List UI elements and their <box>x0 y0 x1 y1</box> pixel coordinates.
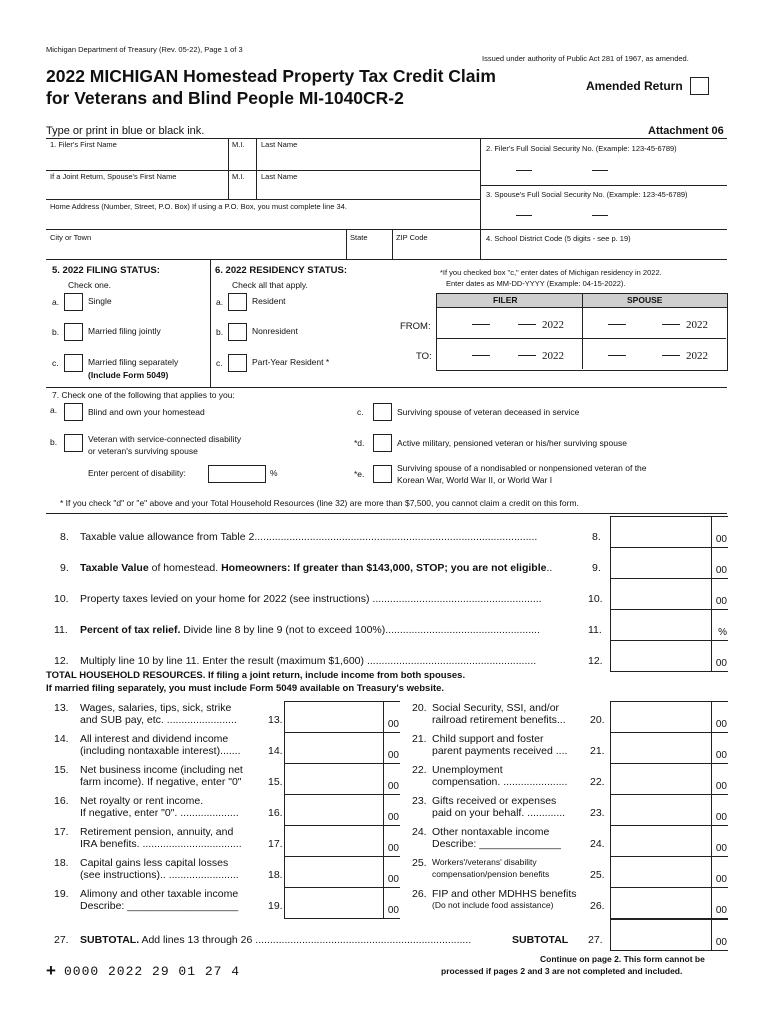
line23-ref: 23. <box>590 807 605 819</box>
thr-title: TOTAL HOUSEHOLD RESOURCES. If filing a joint return, include income from both spouses. <box>46 670 466 681</box>
line18-label-1: Capital gains less capital losses <box>80 857 229 869</box>
line20-label-2: railroad retirement benefits... <box>432 714 566 726</box>
line7b-label-1: Veteran with service-connected disability <box>88 434 242 444</box>
line7e-checkbox[interactable] <box>373 465 392 483</box>
disability-percent-label: Enter percent of disability: <box>88 468 186 478</box>
line12-ref: 12. <box>588 655 603 667</box>
line15-cents: 00 <box>387 781 399 792</box>
line25-amount-field[interactable] <box>610 856 728 888</box>
part-year-checkbox[interactable] <box>228 354 247 372</box>
line15-label-1: Net business income (including net <box>80 764 243 776</box>
line18-number: 18. <box>54 857 69 869</box>
line8-label: Taxable value allowance from Table 2................................................................................................. <box>80 531 538 543</box>
line21-label-1: Child support and foster <box>432 733 544 745</box>
filing-single-checkbox[interactable] <box>64 293 83 311</box>
spouse-last-name-field[interactable]: Last Name <box>261 172 298 181</box>
line7a-label: Blind and own your homestead <box>88 407 205 417</box>
line19-cents: 00 <box>387 905 399 916</box>
filing-single-label: Single <box>88 296 112 306</box>
line21-label-2: parent payments received .... <box>432 745 568 757</box>
line14-label-2: (including nontaxable interest)....... <box>80 745 241 757</box>
filer-mi-field[interactable]: M.I. <box>232 140 245 149</box>
line7d-checkbox[interactable] <box>373 434 392 452</box>
line7-warning: * If you check "d" or "e" above and your Total Household Resources (line 32) are more than $7,500, you cannot claim a credit on this form. <box>60 498 579 508</box>
filing-separate-note: (Include Form 5049) <box>88 370 169 380</box>
line20-cents: 00 <box>715 719 727 730</box>
line14-cents: 00 <box>387 750 399 761</box>
authority-note: Issued under authority of Public Act 281 of 1967, as amended. <box>482 54 689 63</box>
attachment-number: Attachment 06 <box>648 125 724 137</box>
form-title-line1: 2022 MICHIGAN Homestead Property Tax Credit Claim <box>46 66 496 86</box>
form-title-line2: for Veterans and Blind People MI-1040CR-2 <box>46 88 404 108</box>
line16-label-1: Net royalty or rent income. <box>80 795 204 807</box>
line14-number: 14. <box>54 733 69 745</box>
spouse-to-year[interactable]: 2022 <box>686 350 708 362</box>
line7c-checkbox[interactable] <box>373 403 392 421</box>
filing-separate-label: Married filing separately <box>88 357 179 367</box>
line20-ref: 20. <box>590 714 605 726</box>
line18-ref: 18. <box>268 869 283 881</box>
line24-label-2: Describe: ______________ <box>432 838 562 850</box>
filing-joint-label: Married filing jointly <box>88 326 161 336</box>
line24-cents: 00 <box>715 843 727 854</box>
line10-number: 10. <box>54 593 69 605</box>
line27-amount-field[interactable] <box>610 919 728 951</box>
filing-b-letter: b. <box>52 327 60 337</box>
line23-label-2: paid on your behalf. ............. <box>432 807 566 819</box>
line16-ref: 16. <box>268 807 283 819</box>
home-address-field[interactable]: Home Address (Number, Street, P.O. Box) If using a P.O. Box, you must complete line 34. <box>50 202 347 211</box>
spouse-first-name-field[interactable]: If a Joint Return, Spouse's First Name <box>50 172 177 181</box>
filer-column-header: FILER <box>493 295 518 305</box>
line24-label-1: Other nontaxable income <box>432 826 550 838</box>
line17-label-1: Retirement pension, annuity, and <box>80 826 234 838</box>
line27-ref: 27. <box>588 934 603 946</box>
line9-label: Taxable Value of homestead. Homeowners: If greater than $143,000, STOP; you are not eligible.. <box>80 562 553 574</box>
filing-joint-checkbox[interactable] <box>64 323 83 341</box>
line27-number: 27. <box>54 934 69 946</box>
line7e-label-1: Surviving spouse of a nondisabled or nonpensioned veteran of the <box>397 463 647 473</box>
line22-amount-field[interactable] <box>610 763 728 795</box>
filer-ssn-field[interactable]: 2. Filer's Full Social Security No. (Example: 123-45-6789) <box>486 144 677 153</box>
filing-c-letter: c. <box>52 358 59 368</box>
line16-number: 16. <box>54 795 69 807</box>
line24-number: 24. <box>412 826 427 838</box>
line13-label-1: Wages, salaries, tips, sick, strike <box>80 702 232 714</box>
line23-label-1: Gifts received or expenses <box>432 795 557 807</box>
line17-amount-field[interactable] <box>284 825 400 857</box>
filing-separate-checkbox[interactable] <box>64 354 83 372</box>
line13-label-2: and SUB pay, etc. ........................ <box>80 714 237 726</box>
residency-title: 6. 2022 RESIDENCY STATUS: <box>215 265 347 276</box>
line25-label-2: compensation/pension benefits <box>432 869 550 879</box>
line8-number: 8. <box>60 531 69 543</box>
amended-return-label: Amended Return <box>586 79 683 93</box>
line13-cents: 00 <box>387 719 399 730</box>
line26-cents: 00 <box>715 905 727 916</box>
line20-number: 20. <box>412 702 427 714</box>
line25-number: 25. <box>412 857 427 869</box>
disability-percent-input[interactable] <box>208 465 266 483</box>
line26-ref: 26. <box>590 900 605 912</box>
amended-return-checkbox[interactable] <box>690 77 709 95</box>
line9-amount-field[interactable] <box>610 547 728 579</box>
l7-c-letter: c. <box>357 407 364 417</box>
residency-dates-format: Enter dates as MM-DD-YYYY (Example: 04-15-2022). <box>446 279 626 288</box>
line19-amount-field[interactable] <box>284 887 400 919</box>
filer-last-name-field[interactable]: Last Name <box>261 140 298 149</box>
line21-amount-field[interactable] <box>610 732 728 764</box>
line25-label-1: Workers'/veterans' disability <box>432 857 537 867</box>
line15-number: 15. <box>54 764 69 776</box>
line27-label: SUBTOTAL. Add lines 13 through 26 .......................................................................... <box>80 934 472 946</box>
line19-label-1: Alimony and other taxable income <box>80 888 239 900</box>
line7b-label-2: or veteran's surviving spouse <box>88 446 198 456</box>
line25-cents: 00 <box>715 874 727 885</box>
line17-cents: 00 <box>387 843 399 854</box>
line10-amount-field[interactable] <box>610 578 728 610</box>
state-field[interactable]: State <box>350 233 368 242</box>
line16-label-2: If negative, enter "0". .................... <box>80 807 239 819</box>
nonresident-checkbox[interactable] <box>228 323 247 341</box>
percent-sign: % <box>270 468 278 478</box>
zip-field[interactable]: ZIP Code <box>396 233 428 242</box>
city-field[interactable]: City or Town <box>50 233 92 242</box>
line7a-checkbox[interactable] <box>64 403 83 421</box>
line16-cents: 00 <box>387 812 399 823</box>
line13-ref: 13. <box>268 714 283 726</box>
line17-number: 17. <box>54 826 69 838</box>
residency-instruction: Check all that apply. <box>232 280 308 290</box>
dept-revision: Michigan Department of Treasury (Rev. 05-22), Page 1 of 3 <box>46 45 243 54</box>
line19-ref: 19. <box>268 900 283 912</box>
l7-a-letter: a. <box>50 405 58 415</box>
line9-number: 9. <box>60 562 69 574</box>
line8-ref: 8. <box>592 531 601 543</box>
line22-label-1: Unemployment <box>432 764 503 776</box>
part-year-label: Part-Year Resident * <box>252 357 330 367</box>
line21-cents: 00 <box>715 750 727 761</box>
l7-b-letter: b. <box>50 437 58 447</box>
filing-status-title: 5. 2022 FILING STATUS: <box>52 265 160 276</box>
line22-label-2: compensation. ...................... <box>432 776 568 788</box>
line7b-checkbox[interactable] <box>64 434 83 452</box>
line7e-label-2: Korean War, World War II, or World War I <box>397 475 553 485</box>
filer-first-name-field[interactable]: 1. Filer's First Name <box>50 140 117 149</box>
filing-a-letter: a. <box>52 297 60 307</box>
line22-number: 22. <box>412 764 427 776</box>
filing-status-instruction: Check one. <box>68 280 111 290</box>
line23-number: 23. <box>412 795 427 807</box>
line23-cents: 00 <box>715 812 727 823</box>
line26-amount-field[interactable] <box>610 887 728 919</box>
nonresident-label: Nonresident <box>252 326 298 336</box>
line13-number: 13. <box>54 702 69 714</box>
l7-e-letter: *e. <box>354 469 365 479</box>
line9-ref: 9. <box>592 562 601 574</box>
thr-subtitle: If married filing separately, you must include Form 5049 available on Treasury's website. <box>46 683 445 694</box>
line27-cents: 00 <box>715 937 727 948</box>
line14-label-1: All interest and dividend income <box>80 733 229 745</box>
line19-number: 19. <box>54 888 69 900</box>
line17-ref: 17. <box>268 838 283 850</box>
res-c-letter: c. <box>216 358 223 368</box>
line14-amount-field[interactable] <box>284 732 400 764</box>
subtotal-label: SUBTOTAL <box>512 934 569 946</box>
line24-ref: 24. <box>590 838 605 850</box>
school-district-field[interactable]: 4. School District Code (5 digits - see p. 19) <box>486 234 631 243</box>
res-a-letter: a. <box>216 297 224 307</box>
line26-label-2: (Do not include food assistance) <box>432 900 554 910</box>
line11-percent-field[interactable] <box>610 609 728 641</box>
plus-mark: + <box>46 961 56 980</box>
line14-ref: 14. <box>268 745 283 757</box>
ink-instruction: Type or print in blue or black ink. <box>46 125 205 137</box>
l7-d-letter: *d. <box>354 438 365 448</box>
to-label: TO: <box>416 351 432 362</box>
continue-note-2: processed if pages 2 and 3 are not completed and included. <box>441 966 683 976</box>
spouse-ssn-field[interactable]: 3. Spouse's Full Social Security No. (Example: 123-45-6789) <box>486 190 688 199</box>
line18-label-2: (see instructions).. ........................ <box>80 869 239 881</box>
line7c-label: Surviving spouse of veteran deceased in service <box>397 407 580 417</box>
line13-amount-field[interactable] <box>284 701 400 733</box>
line10-cents: 00 <box>715 596 727 607</box>
line10-label: Property taxes levied on your home for 2022 (see instructions) .......................................................... <box>80 593 542 605</box>
spouse-column-header: SPOUSE <box>627 295 663 305</box>
line26-number: 26. <box>412 888 427 900</box>
line17-label-2: IRA benefits. .................................. <box>80 838 242 850</box>
line11-label: Percent of tax relief. Divide line 8 by line 9 (not to exceed 100%)..................................................... <box>80 624 540 636</box>
line9-cents: 00 <box>715 565 727 576</box>
line11-number: 11. <box>54 624 68 636</box>
line12-label: Multiply line 10 by line 11. Enter the result (maximum $1,600) .......................................................... <box>80 655 537 667</box>
line26-label-1: FIP and other MDHHS benefits <box>432 888 577 900</box>
line12-number: 12. <box>54 655 69 667</box>
line8-cents: 00 <box>715 534 727 545</box>
line19-label-2: Describe: ___________________ <box>80 900 239 912</box>
line12-amount-field[interactable] <box>610 640 728 672</box>
spouse-from-year[interactable]: 2022 <box>686 319 708 331</box>
line7d-label: Active military, pensioned veteran or his/her surviving spouse <box>397 438 627 448</box>
line8-amount-field[interactable] <box>610 516 728 548</box>
resident-label: Resident <box>252 296 286 306</box>
continue-note-1: Continue on page 2. This form cannot be <box>540 954 705 964</box>
line25-ref: 25. <box>590 869 605 881</box>
line7-title: 7. Check one of the following that applies to you: <box>52 390 235 400</box>
filer-from-year[interactable]: 2022 <box>542 319 564 331</box>
line18-cents: 00 <box>387 874 399 885</box>
line22-cents: 00 <box>715 781 727 792</box>
residency-dates-note: *If you checked box "c," enter dates of Michigan residency in 2022. <box>440 268 662 277</box>
line16-amount-field[interactable] <box>284 794 400 826</box>
line22-ref: 22. <box>590 776 605 788</box>
line21-number: 21. <box>412 733 427 745</box>
from-label: FROM: <box>400 321 431 332</box>
line11-ref: 11. <box>588 624 602 636</box>
line11-percent-sign: % <box>718 627 727 638</box>
res-b-letter: b. <box>216 327 224 337</box>
form-barcode-number: 0000 2022 29 01 27 4 <box>64 964 241 979</box>
line24-amount-field[interactable] <box>610 825 728 857</box>
resident-checkbox[interactable] <box>228 293 247 311</box>
line18-amount-field[interactable] <box>284 856 400 888</box>
line15-label-2: farm income). If negative, enter "0" <box>80 776 242 788</box>
line10-ref: 10. <box>588 593 603 605</box>
line23-amount-field[interactable] <box>610 794 728 826</box>
filer-to-year[interactable]: 2022 <box>542 350 564 362</box>
line20-amount-field[interactable] <box>610 701 728 733</box>
line20-label-1: Social Security, SSI, and/or <box>432 702 560 714</box>
line12-cents: 00 <box>715 658 727 669</box>
line21-ref: 21. <box>590 745 605 757</box>
line15-amount-field[interactable] <box>284 763 400 795</box>
line15-ref: 15. <box>268 776 283 788</box>
spouse-mi-field[interactable]: M.I. <box>232 172 245 181</box>
